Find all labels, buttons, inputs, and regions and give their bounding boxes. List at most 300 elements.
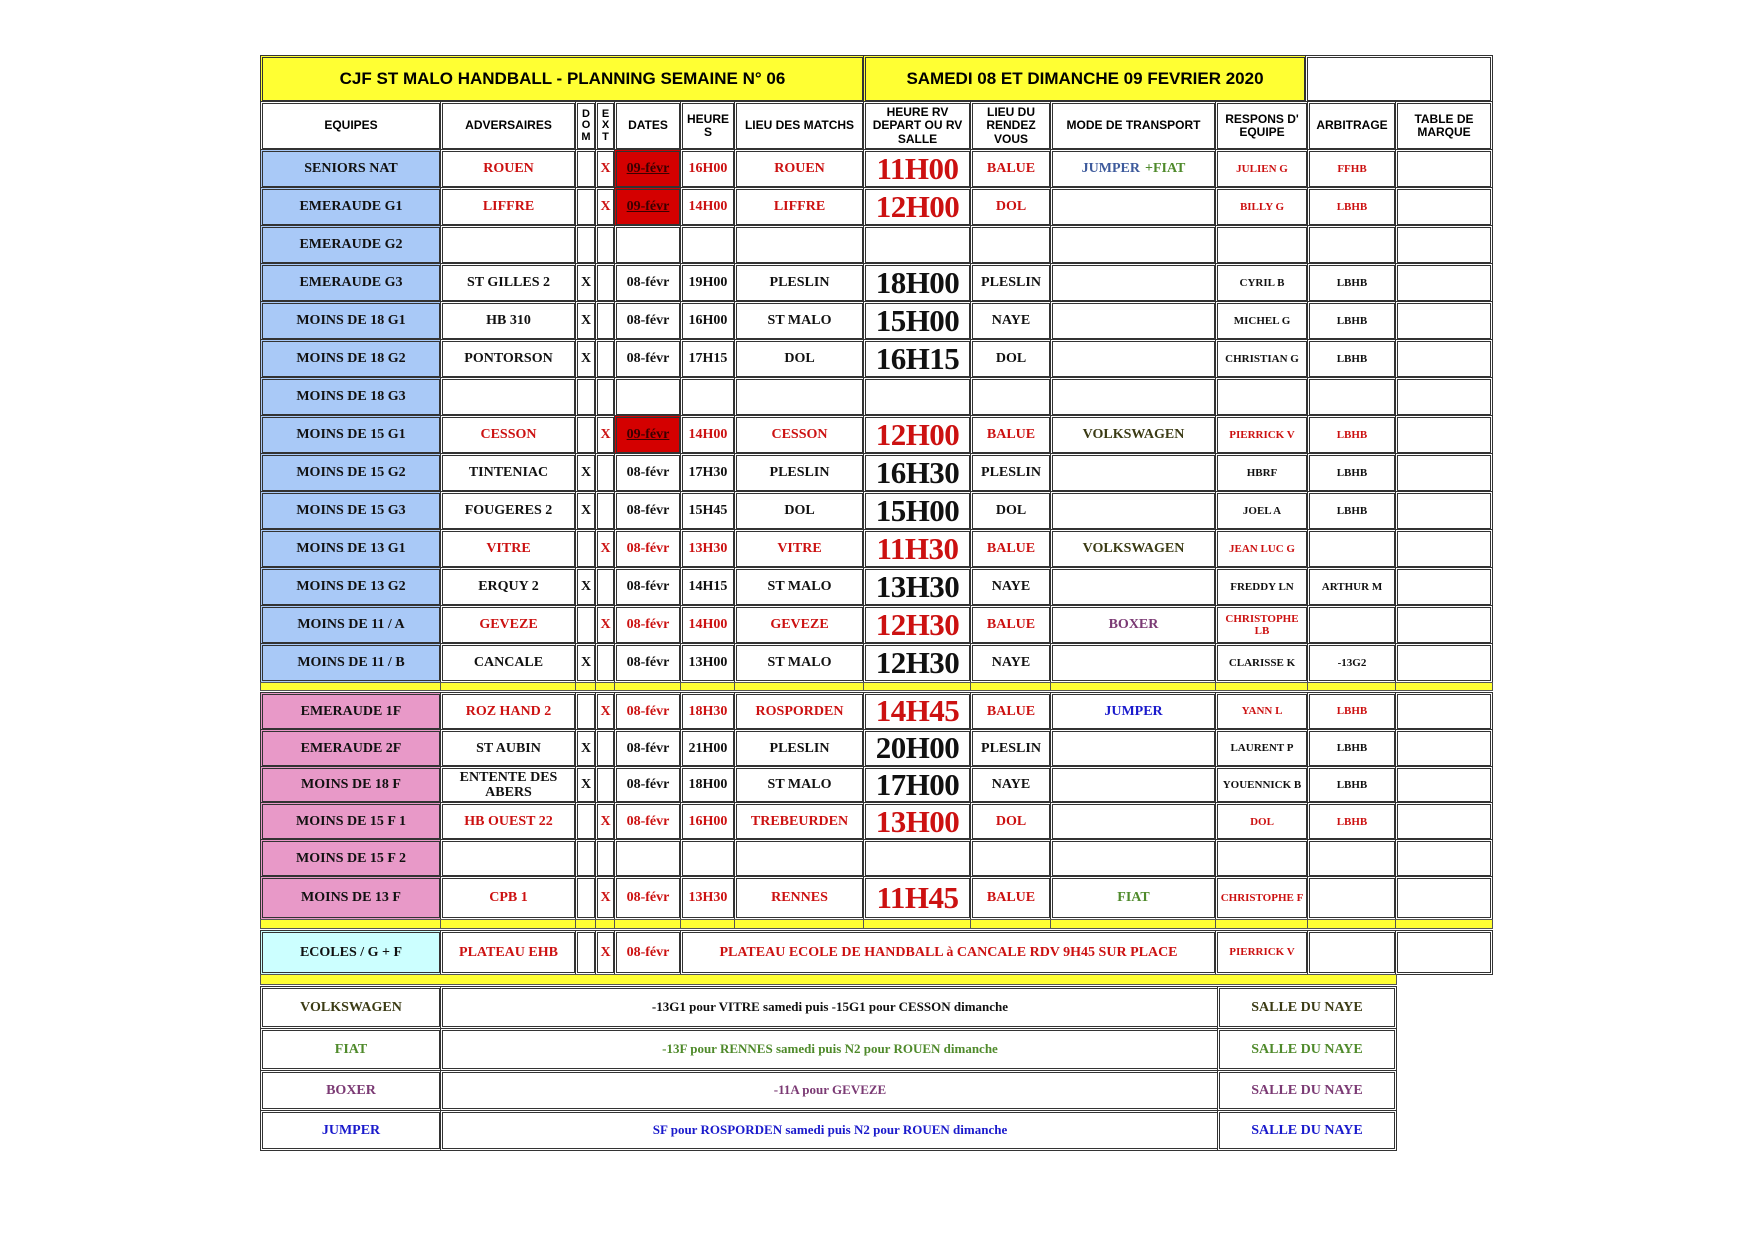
cell-date [614, 225, 682, 265]
cell-transport [1050, 225, 1217, 265]
column-header-lieu: LIEU DES MATCHS [734, 101, 865, 151]
cell-rv: 16H30 [863, 453, 972, 493]
cell-table[interactable] [1395, 766, 1493, 805]
vehicle-meeting-place: SALLE DU NAYE [1217, 1110, 1397, 1151]
vehicle-plan: SF pour ROSPORDEN samedi puis N2 pour ROUEN dimanche [440, 1110, 1220, 1151]
cell-date [614, 187, 682, 227]
cell-resp: CHRISTOPHE F [1215, 876, 1309, 920]
cell-transport [1050, 692, 1217, 731]
cell-team: SENIORS NAT [260, 149, 442, 189]
cell-rdv: PLESLIN [970, 453, 1052, 493]
cell-arb [1307, 225, 1397, 265]
cell-rv: 15H00 [863, 491, 972, 531]
sunday-date: 09-févr [626, 199, 670, 215]
cell-dom: X [575, 491, 597, 531]
cell-rdv: NAYE [970, 567, 1052, 607]
cell-transport [1050, 802, 1217, 841]
cell-adv: ERQUY 2 [440, 567, 577, 607]
cell-rdv: DOL [970, 339, 1052, 379]
cell-adv: LIFFRE [440, 187, 577, 227]
cell-team: MOINS DE 15 G1 [260, 415, 442, 455]
cell-arb: LBHB [1307, 415, 1397, 455]
column-header-table: TABLE DE MARQUE [1395, 101, 1493, 151]
cell-lieu: CESSON [734, 415, 865, 455]
column-header-team: EQUIPES [260, 101, 442, 151]
cell-lieu: TREBEURDEN [734, 802, 865, 841]
cell-dom: X [575, 729, 597, 768]
cell-heure: 14H00 [680, 605, 736, 645]
cell-date: 08-févr [614, 643, 682, 683]
cell-table[interactable] [1395, 187, 1493, 227]
cell-table[interactable] [1395, 301, 1493, 341]
cell-rv: 12H00 [863, 415, 972, 455]
cell-dom: X [575, 339, 597, 379]
cell-rv: 13H00 [863, 802, 972, 841]
cell-heure: 13H30 [680, 529, 736, 569]
cell-table[interactable] [1395, 529, 1493, 569]
yellow-separator [734, 682, 865, 691]
cell-heure: 17H30 [680, 453, 736, 493]
yellow-separator [1050, 682, 1217, 691]
cell-resp: DOL [1215, 802, 1309, 841]
cell-ext [595, 225, 616, 265]
cell-adv: CANCALE [440, 643, 577, 683]
cell-rdv: NAYE [970, 301, 1052, 341]
cell-arb [1307, 377, 1397, 417]
cell-ext [595, 729, 616, 768]
cell-lieu: ROSPORDEN [734, 692, 865, 731]
cell-adv: ROZ HAND 2 [440, 692, 577, 731]
ecoles-dom [575, 930, 597, 975]
cell-heure: 14H00 [680, 415, 736, 455]
column-header-rv: HEURE RV DEPART OU RV SALLE [863, 101, 972, 151]
cell-transport [1050, 301, 1217, 341]
cell-lieu: ST MALO [734, 643, 865, 683]
cell-adv: HB 310 [440, 301, 577, 341]
cell-rdv: NAYE [970, 766, 1052, 805]
cell-lieu: DOL [734, 339, 865, 379]
vehicle-meeting-place: SALLE DU NAYE [1217, 1028, 1397, 1071]
cell-rv: 11H00 [863, 149, 972, 189]
cell-arb [1307, 839, 1397, 878]
vehicle-plan: -13F pour RENNES samedi puis N2 pour ROUEN dimanche [440, 1028, 1220, 1071]
cell-ext [595, 643, 616, 683]
cell-team: EMERAUDE 2F [260, 729, 442, 768]
cell-resp: BILLY G [1215, 187, 1309, 227]
sunday-date: 09-févr [626, 427, 670, 443]
cell-dom: X [575, 567, 597, 607]
yellow-separator [614, 682, 682, 691]
cell-table[interactable] [1395, 605, 1493, 645]
cell-table[interactable] [1395, 839, 1493, 878]
cell-transport [1050, 415, 1217, 455]
cell-arb: LBHB [1307, 802, 1397, 841]
cell-rv: 13H30 [863, 567, 972, 607]
transport-vehicle: JUMPER [1081, 161, 1140, 177]
cell-table[interactable] [1395, 377, 1493, 417]
cell-date [614, 149, 682, 189]
cell-lieu: VITRE [734, 529, 865, 569]
cell-transport [1050, 453, 1217, 493]
ecoles-arbitrage [1307, 930, 1397, 975]
cell-date: 08-févr [614, 802, 682, 841]
cell-lieu: PLESLIN [734, 729, 865, 768]
transport-vehicle: BOXER [1108, 617, 1159, 633]
yellow-separator [863, 682, 972, 691]
yellow-separator [1215, 682, 1309, 691]
cell-transport [1050, 377, 1217, 417]
cell-adv: ENTENTE DES ABERS [440, 766, 577, 805]
yellow-separator [595, 919, 616, 929]
cell-resp: MICHEL G [1215, 301, 1309, 341]
cell-dom [575, 605, 597, 645]
cell-rv: 15H00 [863, 301, 972, 341]
cell-lieu [734, 839, 865, 878]
cell-arb: LBHB [1307, 453, 1397, 493]
cell-ext: X [595, 605, 616, 645]
cell-dom: X [575, 766, 597, 805]
cell-team: EMERAUDE 1F [260, 692, 442, 731]
cell-team: MOINS DE 15 G3 [260, 491, 442, 531]
cell-dom: X [575, 263, 597, 303]
cell-resp: CHRISTOPHE LB [1215, 605, 1309, 645]
sunday-date: 09-févr [626, 161, 670, 177]
cell-date: 08-févr [614, 876, 682, 920]
cell-dom [575, 529, 597, 569]
column-header-rdv: LIEU DU RENDEZ VOUS [970, 101, 1052, 151]
cell-adv: CESSON [440, 415, 577, 455]
cell-date: 08-févr [614, 529, 682, 569]
yellow-separator [1395, 682, 1493, 691]
weekend-dates: SAMEDI 08 ET DIMANCHE 09 FEVRIER 2020 [863, 55, 1307, 103]
cell-adv: ST AUBIN [440, 729, 577, 768]
cell-resp: FREDDY LN [1215, 567, 1309, 607]
cell-ext: X [595, 802, 616, 841]
cell-resp: JOEL A [1215, 491, 1309, 531]
cell-arb [1307, 529, 1397, 569]
yellow-separator [575, 919, 597, 929]
ecoles-note: PLATEAU ECOLE DE HANDBALL à CANCALE RDV 9H45 SUR PLACE [680, 930, 1217, 975]
yellow-separator [440, 919, 577, 929]
cell-dom [575, 149, 597, 189]
cell-table[interactable] [1395, 643, 1493, 683]
cell-ext [595, 263, 616, 303]
cell-ext [595, 766, 616, 805]
cell-table[interactable] [1395, 415, 1493, 455]
column-header-resp: RESPONS D' EQUIPE [1215, 101, 1309, 151]
cell-rdv: DOL [970, 802, 1052, 841]
ecoles-team: ECOLES / G + F [260, 930, 442, 975]
cell-resp: YANN L [1215, 692, 1309, 731]
cell-date [614, 839, 682, 878]
cell-team: MOINS DE 13 F [260, 876, 442, 920]
yellow-separator [260, 919, 442, 929]
cell-arb: LBHB [1307, 491, 1397, 531]
cell-ext [595, 491, 616, 531]
cell-heure: 16H00 [680, 301, 736, 341]
cell-transport [1050, 643, 1217, 683]
cell-heure: 16H00 [680, 802, 736, 841]
cell-rdv: BALUE [970, 529, 1052, 569]
cell-rv: 17H00 [863, 766, 972, 805]
cell-team: EMERAUDE G3 [260, 263, 442, 303]
cell-lieu: PLESLIN [734, 263, 865, 303]
cell-team: MOINS DE 18 G2 [260, 339, 442, 379]
cell-date: 08-févr [614, 263, 682, 303]
vehicle-name: VOLKSWAGEN [260, 986, 442, 1029]
cell-transport [1050, 149, 1217, 189]
cell-ext [595, 839, 616, 878]
cell-rv: 11H45 [863, 876, 972, 920]
cell-heure [680, 225, 736, 265]
cell-rdv: BALUE [970, 605, 1052, 645]
cell-adv: HB OUEST 22 [440, 802, 577, 841]
cell-dom: X [575, 453, 597, 493]
cell-dom [575, 802, 597, 841]
cell-rv: 18H00 [863, 263, 972, 303]
cell-rdv [970, 225, 1052, 265]
cell-adv: FOUGERES 2 [440, 491, 577, 531]
cell-rv: 20H00 [863, 729, 972, 768]
cell-resp [1215, 225, 1309, 265]
cell-table[interactable] [1395, 876, 1493, 920]
cell-transport [1050, 491, 1217, 531]
cell-heure: 21H00 [680, 729, 736, 768]
cell-lieu: RENNES [734, 876, 865, 920]
ecoles-table[interactable] [1395, 930, 1493, 975]
yellow-separator [614, 919, 682, 929]
cell-transport [1050, 729, 1217, 768]
cell-heure: 16H00 [680, 149, 736, 189]
cell-transport [1050, 529, 1217, 569]
cell-rv: 12H00 [863, 187, 972, 227]
cell-table[interactable] [1395, 339, 1493, 379]
cell-ext: X [595, 187, 616, 227]
cell-transport [1050, 839, 1217, 878]
cell-table[interactable] [1395, 263, 1493, 303]
cell-arb [1307, 876, 1397, 920]
cell-ext [595, 377, 616, 417]
cell-lieu: ST MALO [734, 301, 865, 341]
cell-transport [1050, 766, 1217, 805]
cell-resp [1215, 377, 1309, 417]
transport-vehicle: FIAT [1117, 890, 1150, 906]
cell-rv: 12H30 [863, 605, 972, 645]
cell-table[interactable] [1395, 802, 1493, 841]
cell-rdv: BALUE [970, 692, 1052, 731]
cell-team: MOINS DE 15 F 2 [260, 839, 442, 878]
cell-heure: 18H00 [680, 766, 736, 805]
cell-heure: 13H00 [680, 643, 736, 683]
cell-rdv [970, 377, 1052, 417]
cell-dom [575, 225, 597, 265]
cell-resp: CHRISTIAN G [1215, 339, 1309, 379]
cell-table[interactable] [1395, 453, 1493, 493]
cell-arb: LBHB [1307, 263, 1397, 303]
cell-table[interactable] [1395, 225, 1493, 265]
cell-lieu: PLESLIN [734, 453, 865, 493]
yellow-separator [680, 919, 736, 929]
cell-team: MOINS DE 18 F [260, 766, 442, 805]
yellow-separator [1395, 919, 1493, 929]
cell-dom [575, 377, 597, 417]
cell-ext [595, 301, 616, 341]
yellow-separator [260, 974, 1397, 985]
cell-rv [863, 225, 972, 265]
cell-table[interactable] [1395, 491, 1493, 531]
cell-team: MOINS DE 11 / B [260, 643, 442, 683]
cell-team: MOINS DE 13 G1 [260, 529, 442, 569]
title-blank-cell [1305, 55, 1493, 103]
cell-ext [595, 453, 616, 493]
cell-dom [575, 876, 597, 920]
cell-team: MOINS DE 15 G2 [260, 453, 442, 493]
cell-arb: LBHB [1307, 339, 1397, 379]
cell-ext [595, 339, 616, 379]
yellow-separator [595, 682, 616, 691]
cell-ext [595, 567, 616, 607]
cell-adv: TINTENIAC [440, 453, 577, 493]
cell-lieu: LIFFRE [734, 187, 865, 227]
cell-transport [1050, 339, 1217, 379]
cell-lieu [734, 225, 865, 265]
cell-arb: LBHB [1307, 301, 1397, 341]
cell-rdv: PLESLIN [970, 263, 1052, 303]
cell-adv: PONTORSON [440, 339, 577, 379]
cell-date: 08-févr [614, 301, 682, 341]
cell-date: 08-févr [614, 453, 682, 493]
cell-arb: -13G2 [1307, 643, 1397, 683]
yellow-separator [970, 919, 1052, 929]
cell-resp: JEAN LUC G [1215, 529, 1309, 569]
cell-dom [575, 839, 597, 878]
cell-date: 08-févr [614, 766, 682, 805]
cell-rdv: DOL [970, 491, 1052, 531]
cell-dom [575, 415, 597, 455]
cell-heure: 15H45 [680, 491, 736, 531]
transport-vehicle: JUMPER [1104, 703, 1163, 719]
cell-ext: X [595, 529, 616, 569]
cell-ext: X [595, 149, 616, 189]
cell-dom [575, 692, 597, 731]
cell-adv: ROUEN [440, 149, 577, 189]
cell-rdv: NAYE [970, 643, 1052, 683]
cell-resp: CYRIL B [1215, 263, 1309, 303]
yellow-separator [1215, 919, 1309, 929]
cell-team: MOINS DE 15 F 1 [260, 802, 442, 841]
cell-date [614, 377, 682, 417]
cell-rdv [970, 839, 1052, 878]
cell-dom: X [575, 301, 597, 341]
cell-adv: CPB 1 [440, 876, 577, 920]
cell-heure: 14H15 [680, 567, 736, 607]
cell-table[interactable] [1395, 567, 1493, 607]
cell-rdv: BALUE [970, 876, 1052, 920]
cell-resp: JULIEN G [1215, 149, 1309, 189]
column-header-date: DATES [614, 101, 682, 151]
cell-rdv: BALUE [970, 149, 1052, 189]
ecoles-date: 08-févr [614, 930, 682, 975]
cell-resp: PIERRICK V [1215, 415, 1309, 455]
cell-heure: 19H00 [680, 263, 736, 303]
yellow-separator [575, 682, 597, 691]
column-header-adv: ADVERSAIRES [440, 101, 577, 151]
cell-heure: 18H30 [680, 692, 736, 731]
cell-dom [575, 187, 597, 227]
ecoles-ext: X [595, 930, 616, 975]
cell-table[interactable] [1395, 729, 1493, 768]
yellow-separator [1307, 919, 1397, 929]
cell-adv [440, 839, 577, 878]
ecoles-respons: PIERRICK V [1215, 930, 1309, 975]
cell-resp: HBRF [1215, 453, 1309, 493]
cell-ext: X [595, 692, 616, 731]
cell-lieu: ROUEN [734, 149, 865, 189]
yellow-separator [440, 682, 577, 691]
cell-date: 08-févr [614, 567, 682, 607]
yellow-separator [734, 919, 865, 929]
transport-vehicle: VOLKSWAGEN [1082, 427, 1185, 443]
cell-ext: X [595, 876, 616, 920]
cell-rv: 12H30 [863, 643, 972, 683]
cell-table[interactable] [1395, 692, 1493, 731]
cell-arb: LBHB [1307, 766, 1397, 805]
cell-team: MOINS DE 18 G3 [260, 377, 442, 417]
cell-date: 08-févr [614, 339, 682, 379]
transport-vehicle: VOLKSWAGEN [1082, 541, 1185, 557]
cell-lieu: ST MALO [734, 766, 865, 805]
cell-rv [863, 839, 972, 878]
cell-rdv: BALUE [970, 415, 1052, 455]
column-header-heure: HEURE S [680, 101, 736, 151]
cell-rv: 14H45 [863, 692, 972, 731]
cell-table[interactable] [1395, 149, 1493, 189]
cell-transport [1050, 263, 1217, 303]
ecoles-adversaire: PLATEAU EHB [440, 930, 577, 975]
cell-arb: LBHB [1307, 729, 1397, 768]
vehicle-name: BOXER [260, 1070, 442, 1111]
cell-resp: CLARISSE K [1215, 643, 1309, 683]
cell-team: MOINS DE 11 / A [260, 605, 442, 645]
cell-lieu [734, 377, 865, 417]
cell-arb: FFHB [1307, 149, 1397, 189]
cell-rv: 11H30 [863, 529, 972, 569]
cell-heure [680, 839, 736, 878]
cell-heure: 13H30 [680, 876, 736, 920]
cell-adv: GEVEZE [440, 605, 577, 645]
vehicle-meeting-place: SALLE DU NAYE [1217, 1070, 1397, 1111]
vehicle-plan: -11A pour GEVEZE [440, 1070, 1220, 1111]
yellow-separator [680, 682, 736, 691]
cell-adv [440, 225, 577, 265]
cell-transport [1050, 187, 1217, 227]
cell-rv [863, 377, 972, 417]
cell-rdv: PLESLIN [970, 729, 1052, 768]
planning-title: CJF ST MALO HANDBALL - PLANNING SEMAINE N° 06 [260, 55, 865, 103]
cell-lieu: DOL [734, 491, 865, 531]
cell-team: EMERAUDE G2 [260, 225, 442, 265]
cell-date: 08-févr [614, 692, 682, 731]
vehicle-name: FIAT [260, 1028, 442, 1071]
yellow-separator [863, 919, 972, 929]
cell-transport [1050, 876, 1217, 920]
cell-rdv: DOL [970, 187, 1052, 227]
cell-ext: X [595, 415, 616, 455]
transport-vehicle-extra: +FIAT [1144, 161, 1186, 177]
cell-date [614, 415, 682, 455]
cell-arb: ARTHUR M [1307, 567, 1397, 607]
cell-heure [680, 377, 736, 417]
